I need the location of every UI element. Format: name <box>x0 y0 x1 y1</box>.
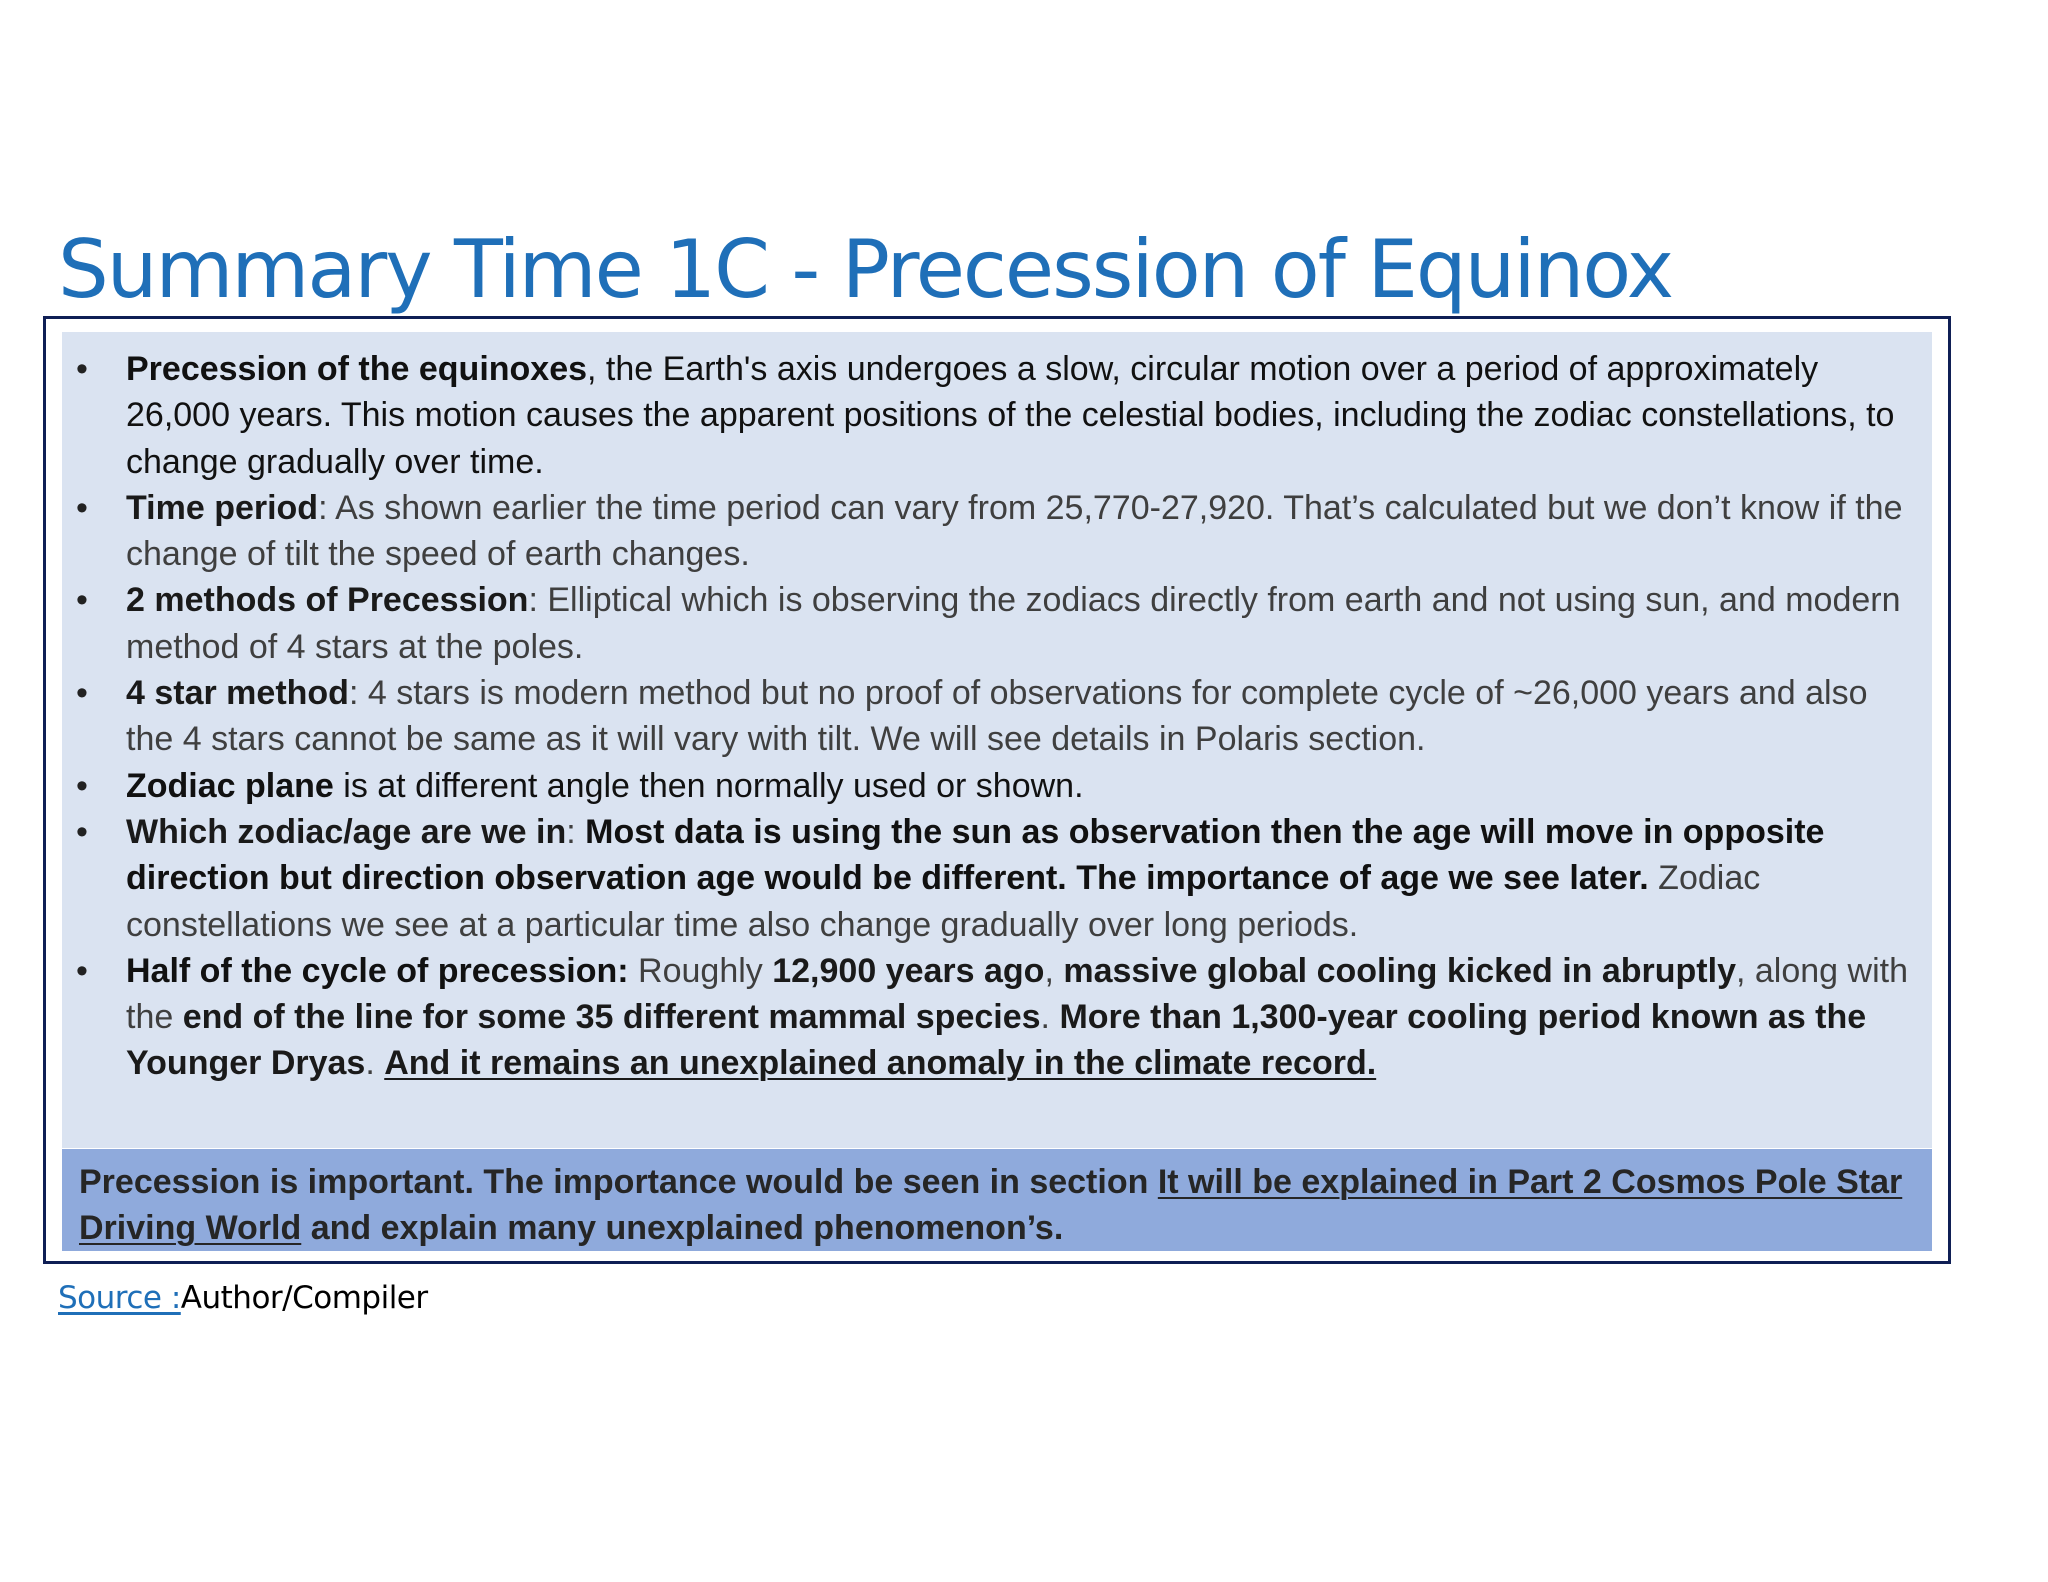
bullet-emphasis: More than 1,300-year cooling period known as the Younger Dryas <box>126 998 1867 1083</box>
source-link[interactable]: Source : <box>58 1280 181 1316</box>
source-value: Author/Compiler <box>180 1280 428 1316</box>
bullet-body: . <box>1040 998 1060 1037</box>
bullet-list <box>62 346 1932 1087</box>
footer-tail: and explain many unexplained phenomenon’s. <box>301 1209 1064 1247</box>
footer-section-reference: It will be explained in Part 2 Cosmos Pole Star Driving World <box>79 1163 1903 1247</box>
bullet-four-star-method <box>62 670 1932 763</box>
bullet-term: Time period <box>126 488 319 527</box>
footer-note <box>79 1159 1912 1251</box>
bullet-text <box>126 581 1901 665</box>
bullet-two-methods <box>62 577 1932 670</box>
bullet-term: Which zodiac/age are we in <box>126 812 567 851</box>
bullet-body: , <box>1044 951 1064 990</box>
bullet-text <box>126 952 1908 1083</box>
bullet-text <box>126 813 1824 944</box>
bullet-dot-icon: • <box>76 350 88 388</box>
bullet-dot-icon: • <box>76 812 88 851</box>
source-line <box>58 1278 428 1318</box>
bullet-term: 2 methods of Precession <box>126 581 529 620</box>
bullet-dot-icon: • <box>76 581 88 620</box>
bullet-body: . <box>365 1044 385 1083</box>
bullet-body: : 4 stars is modern method but no proof of observations for complete cycle of ~26,000 years and also the 4 stars cannot be same as it will vary with tilt. We will see details in Polaris section. <box>126 674 1868 759</box>
bullet-body: , the Earth's axis undergoes a slow, circular motion over a period of approximately 26,000 years. This motion causes the apparent positions of the celestial bodies, including the zodiac constellations, to change gradually over time. <box>126 350 1895 481</box>
bullet-tail: Zodiac constellations we see at a particular time also change gradually over long periods. <box>126 859 1761 944</box>
page-title: Summary Time 1C - Precession of Equinox <box>58 223 1673 316</box>
bullet-emphasis: Most data is using the sun as observation then the age will move in opposite direction but direction observation age would be different. The importance of age we see later. <box>126 812 1825 898</box>
summary-footer-panel <box>62 1149 1932 1251</box>
bullet-text <box>126 674 1868 758</box>
bullet-dot-icon: • <box>76 766 88 805</box>
bullet-body: is at different angle then normally used or shown. <box>333 766 1084 805</box>
bullet-dot-icon: • <box>76 951 88 990</box>
bullet-precession-of-equinoxes <box>62 346 1932 485</box>
bullet-emphasis: end of the line for some 35 different mammal species <box>182 998 1041 1037</box>
bullet-text <box>126 489 1903 573</box>
bullet-dot-icon: • <box>76 488 88 527</box>
bullet-body: , along with the <box>126 951 1908 1037</box>
footer-lead: Precession is important. The importance would be seen in section <box>79 1163 1158 1201</box>
bullet-half-cycle <box>62 948 1932 1087</box>
bullet-zodiac-plane <box>62 763 1932 809</box>
bullet-term: Half of the cycle of precession: <box>126 951 629 990</box>
bullet-term: 4 star method <box>126 674 349 713</box>
bullet-time-period <box>62 485 1932 578</box>
bullet-term: Zodiac plane <box>126 766 334 805</box>
bullet-body: : Elliptical which is observing the zodiacs directly from earth and not using sun, and modern method of 4 stars at the poles. <box>126 581 1901 666</box>
bullet-text <box>126 350 1894 481</box>
bullet-emphasis: 12,900 years ago <box>772 951 1045 990</box>
summary-body-panel <box>62 332 1932 1148</box>
summary-frame <box>43 316 1951 1264</box>
bullet-which-zodiac-age <box>62 809 1932 948</box>
bullet-emphasis: massive global cooling kicked in abruptly <box>1063 951 1736 990</box>
bullet-body: : <box>566 812 586 851</box>
bullet-text <box>126 767 1084 805</box>
bullet-body: : As shown earlier the time period can vary from 25,770-27,920. That’s calculated but we don’t know if the change of tilt the speed of earth changes. <box>126 488 1903 574</box>
bullet-dot-icon: • <box>76 674 88 713</box>
bullet-underlined-emphasis: And it remains an unexplained anomaly in the climate record. <box>384 1044 1377 1083</box>
bullet-term: Precession of the equinoxes <box>126 350 588 388</box>
bullet-body: Roughly <box>628 951 773 990</box>
